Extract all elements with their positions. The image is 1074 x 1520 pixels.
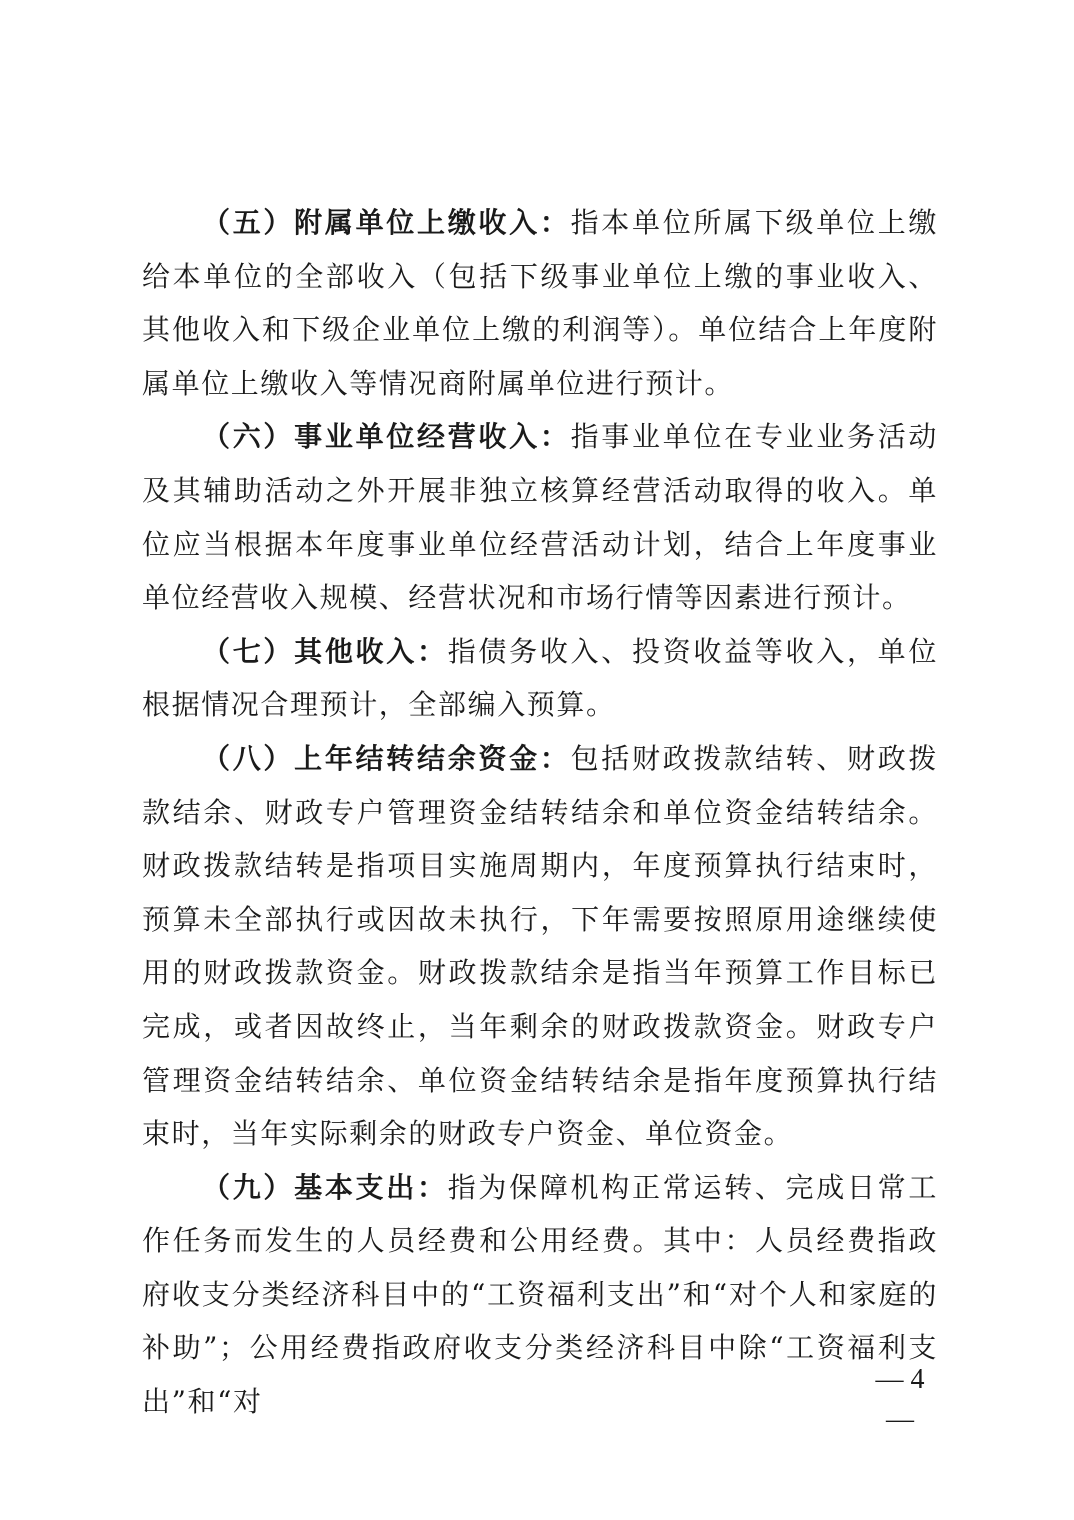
paragraph-text: 指本单位所属下级单位上缴给本单位的全部收入（包括下级事业单位上缴的事业收入、其他收入和下级企业单位上缴的利润等）。单位结合上年度附属单位上缴收入等情况商附属单位进行预计。 (142, 206, 939, 400)
paragraph-heading: （六）事业单位经营收入： (202, 420, 571, 454)
page-number: — 4 — (875, 1364, 925, 1435)
paragraph-text: 包括财政拨款结转、财政拨款结余、财政专户管理资金结转结余和单位资金结转结余。财政拨款结转是指项目实施周期内，年度预算执行结束时，预算未全部执行或因故未执行，下年需要按照原用途继续使用的财政拨款资金。财政拨款结余是指当年预算工作目标已完成，或者因故终止，当年剩余的财政拨款资金。财政专户管理资金结转结余、单位资金结转结余是指年度预算执行结束时，当年实际剩余的财政专户资金、单位资金。 (142, 741, 939, 1151)
paragraph-affiliated-unit-income (142, 196, 938, 410)
paragraph-heading: （七）其他收入： (202, 634, 448, 668)
paragraph-other-income (142, 625, 938, 732)
paragraph-carryover-funds (142, 732, 938, 1161)
paragraph-basic-expenditure (142, 1161, 938, 1429)
paragraph-text: 指为保障机构正常运转、完成日常工作任务而发生的人员经费和公用经费。其中：人员经费指政府收支分类经济科目中的“工资福利支出”和“对个人和家庭的补助”；公用经费指政府收支分类经济科目中除“工资福利支出”和“对 (142, 1170, 938, 1419)
paragraph-heading: （八）上年结转结余资金： (202, 741, 571, 775)
paragraph-heading: （九）基本支出： (202, 1170, 448, 1204)
paragraph-heading: （五）附属单位上缴收入： (202, 206, 571, 239)
paragraph-text: 指债务收入、投资收益等收入，单位根据情况合理预计，全部编入预算。 (142, 634, 938, 722)
paragraph-text: 指事业单位在专业业务活动及其辅助活动之外开展非独立核算经营活动取得的收入。单位应当根据本年度事业单位经营活动计划，结合上年度事业单位经营收入规模、经营状况和市场行情等因素进行预计。 (142, 420, 939, 615)
paragraph-business-operating-income (142, 410, 938, 624)
document-body (142, 196, 938, 1429)
